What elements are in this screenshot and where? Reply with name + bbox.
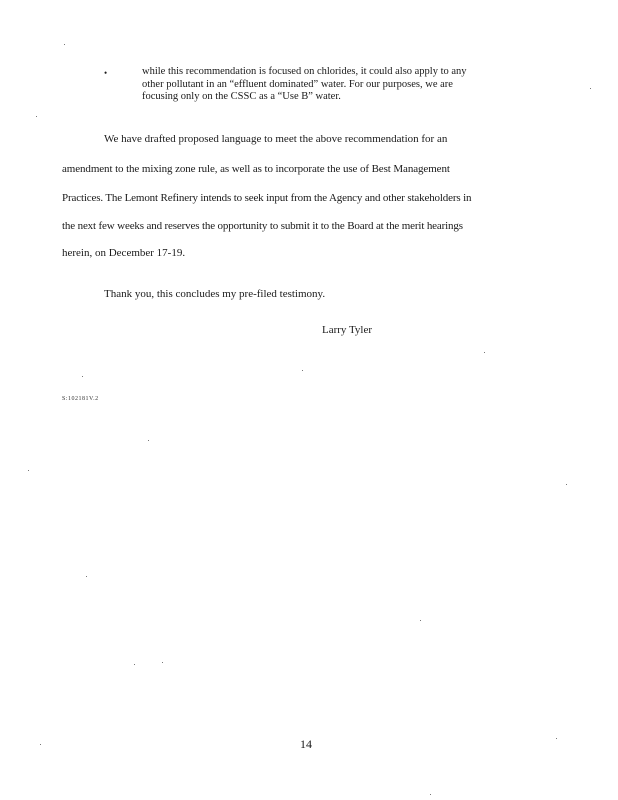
- closing-line: Thank you, this concludes my pre-filed testimony.: [104, 288, 326, 300]
- scan-speck: [566, 484, 567, 485]
- scan-speck: [430, 794, 431, 795]
- paragraph-line: the next few weeks and reserves the opportunity to submit it to the Board at the merit hearings: [62, 220, 463, 232]
- paragraph-line: herein, on December 17-19.: [62, 247, 186, 259]
- bullet-marker: •: [104, 68, 108, 78]
- scan-speck: [28, 470, 29, 471]
- scan-speck: [302, 370, 303, 371]
- bullet-line: while this recommendation is focused on chlorides, it could also apply to any: [142, 66, 467, 77]
- paragraph-line: We have drafted proposed language to meet the above recommendation for an: [104, 133, 448, 145]
- scan-speck: [82, 376, 83, 377]
- scan-speck: [162, 662, 163, 663]
- scan-speck: [40, 744, 41, 745]
- paragraph-line: Practices. The Lemont Refinery intends to seek input from the Agency and other stakeholders in: [62, 192, 472, 204]
- bullet-text: [142, 66, 542, 104]
- scan-speck: [148, 440, 149, 441]
- scan-speck: [64, 44, 65, 45]
- scan-speck: [590, 88, 591, 89]
- scan-speck: [86, 576, 87, 577]
- scan-speck: [556, 738, 557, 739]
- page-number: 14: [300, 737, 312, 751]
- bullet-line: focusing only on the CSSC as a “Use B” water.: [142, 91, 341, 102]
- document-id: S:102181V.2: [62, 396, 99, 402]
- bullet-line: other pollutant in an “effluent dominated” water. For our purposes, we are: [142, 78, 453, 90]
- scan-speck: [36, 116, 37, 117]
- signature-name: Larry Tyler: [322, 324, 373, 336]
- scan-speck: [134, 664, 135, 665]
- paragraph-line: amendment to the mixing zone rule, as well as to incorporate the use of Best Management: [62, 163, 450, 175]
- scan-speck: [420, 620, 421, 621]
- scan-speck: [484, 352, 485, 353]
